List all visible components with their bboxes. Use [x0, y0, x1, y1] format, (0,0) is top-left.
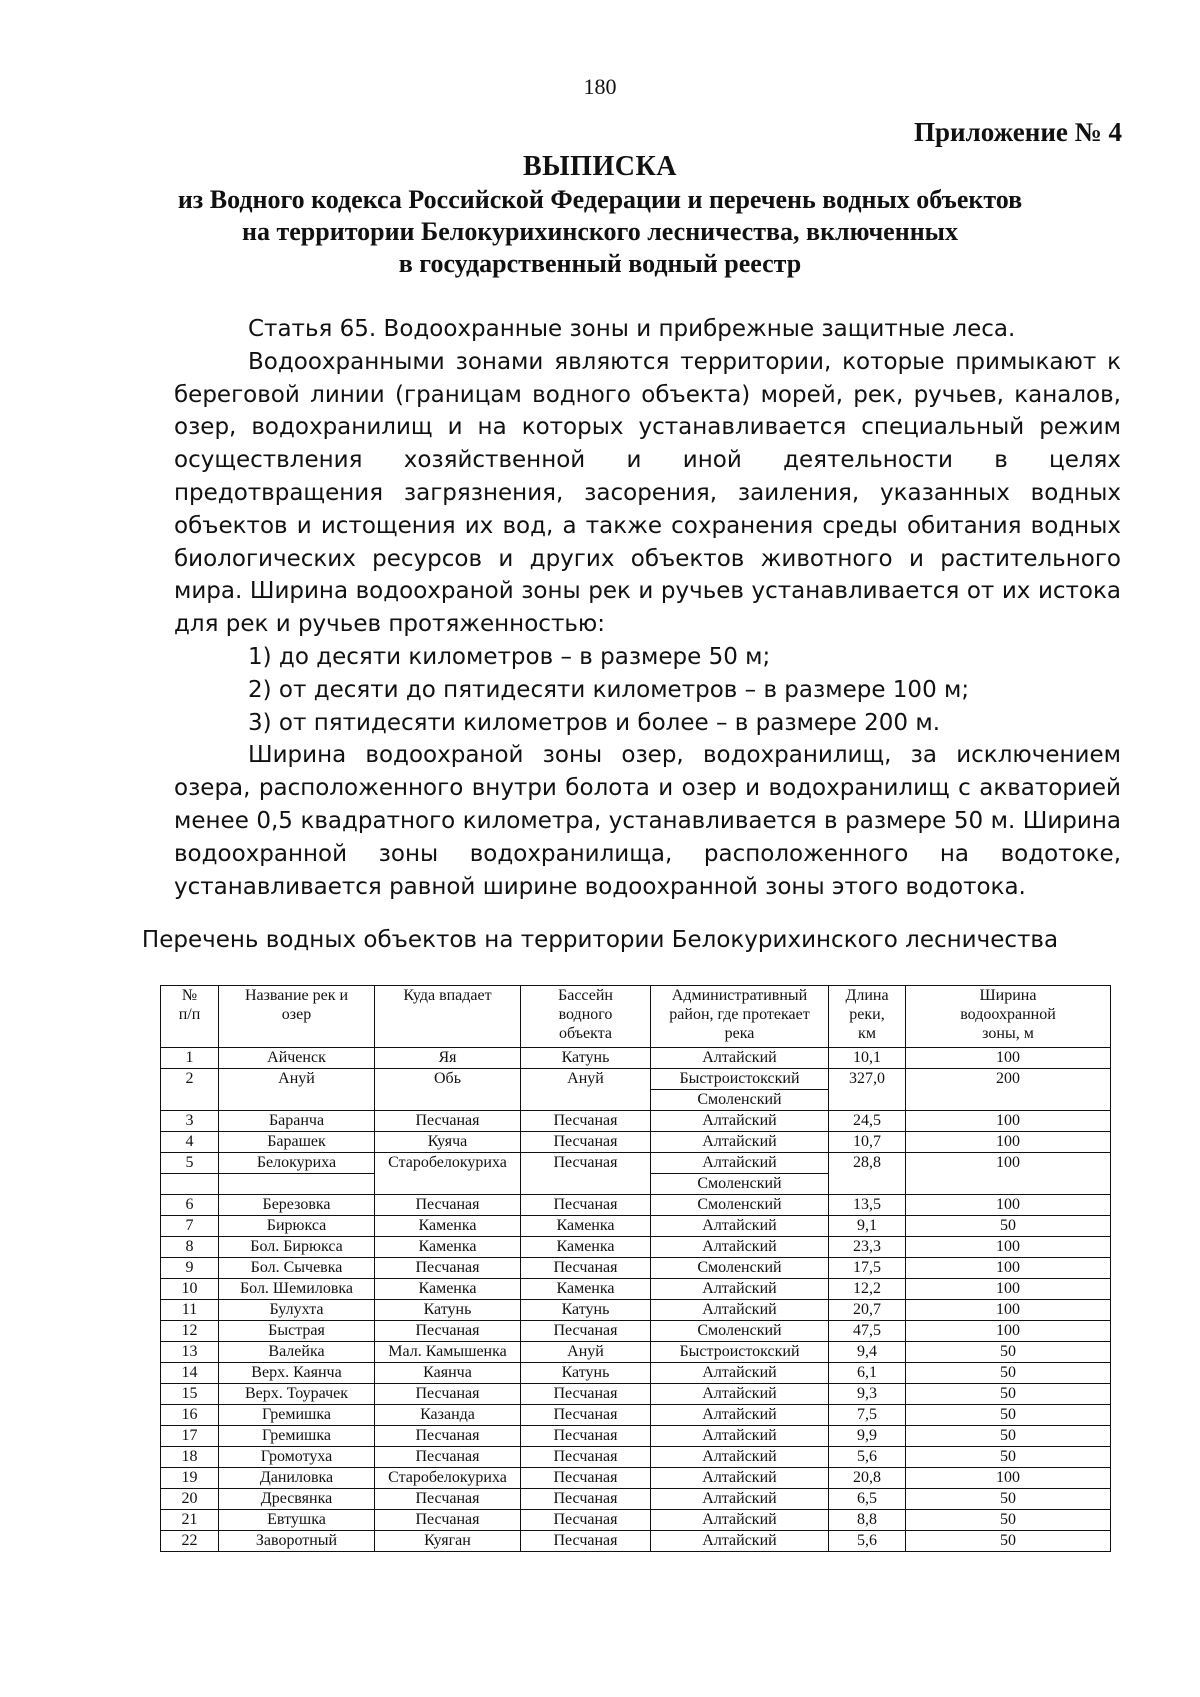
- cell-name: Айченск: [219, 1048, 375, 1069]
- cell-district: Алтайский: [651, 1132, 829, 1153]
- table-row: [161, 1069, 1111, 1090]
- cell-flows-into: Песчаная: [375, 1489, 521, 1510]
- cell-width: 50: [906, 1384, 1111, 1405]
- cell-length: 9,4: [829, 1342, 906, 1363]
- cell-basin: Катунь: [521, 1363, 651, 1384]
- table-row: [161, 1447, 1111, 1468]
- cell-district: Алтайский: [651, 1279, 829, 1300]
- cell-width: 100: [906, 1300, 1111, 1321]
- cell-number: 13: [161, 1342, 219, 1363]
- list-item: 2) от десяти до пятидесяти километров – в размере 100 м;: [248, 676, 970, 703]
- article-text: [174, 313, 1121, 903]
- column-header: Название рек и озер: [219, 986, 375, 1048]
- cell-width: 50: [906, 1426, 1111, 1447]
- cell-width: 200: [906, 1069, 1111, 1111]
- column-header: Бассейн водного объекта: [521, 986, 651, 1048]
- cell-name: Заворотный: [219, 1531, 375, 1552]
- cell-flows-into: Песчаная: [375, 1321, 521, 1342]
- list-item: 3) от пятидесяти километров и более – в размере 200 м.: [248, 709, 941, 736]
- cell-length: 10,7: [829, 1132, 906, 1153]
- cell-flows-into: Катунь: [375, 1300, 521, 1321]
- cell-length: 9,3: [829, 1384, 906, 1405]
- cell-basin: Песчаная: [521, 1468, 651, 1489]
- cell-number: 22: [161, 1531, 219, 1552]
- cell-district: Алтайский: [651, 1468, 829, 1489]
- cell-flows-into: Песчаная: [375, 1258, 521, 1279]
- cell-width: 100: [906, 1237, 1111, 1258]
- cell-flows-into: Старобелокуриха: [375, 1468, 521, 1489]
- cell-basin: Песчаная: [521, 1321, 651, 1342]
- article-heading: Статья 65. Водоохранные зоны и прибрежные защитные леса.: [248, 316, 1016, 342]
- cell-flows-into: Каянча: [375, 1363, 521, 1384]
- cell-basin: Песчаная: [521, 1258, 651, 1279]
- cell-flows-into: Песчаная: [375, 1384, 521, 1405]
- cell-width: 50: [906, 1510, 1111, 1531]
- cell-flows-into: Песчаная: [375, 1111, 521, 1132]
- cell-basin: Ануй: [521, 1069, 651, 1111]
- cell-length: 7,5: [829, 1405, 906, 1426]
- cell-district: Алтайский: [651, 1111, 829, 1132]
- cell-width: 50: [906, 1531, 1111, 1552]
- table-header-row: [161, 986, 1111, 1048]
- table-row: [161, 1111, 1111, 1132]
- cell-name: Ануй: [219, 1069, 375, 1111]
- cell-length: 47,5: [829, 1321, 906, 1342]
- cell-flows-into: Песчаная: [375, 1195, 521, 1216]
- cell-district: Смоленский: [651, 1321, 829, 1342]
- cell-width: 100: [906, 1153, 1111, 1195]
- cell-flows-into: Каменка: [375, 1237, 521, 1258]
- cell-length: 10,1: [829, 1048, 906, 1069]
- table-row: [161, 1468, 1111, 1489]
- cell-width: 100: [906, 1258, 1111, 1279]
- cell-flows-into: Каменка: [375, 1216, 521, 1237]
- column-header: № п/п: [161, 986, 219, 1048]
- cell-number: 1: [161, 1048, 219, 1069]
- cell-name: Барашек: [219, 1132, 375, 1153]
- cell-district: Алтайский: [651, 1426, 829, 1447]
- cell-number: 10: [161, 1279, 219, 1300]
- cell-number: 2: [161, 1069, 219, 1111]
- paragraph: Водоохранными зонами являются территории, которые примыкают к береговой линии (границам водного объекта) морей, рек, ручьев, каналов, озер, водохранилищ и на которых устанавливается специальный режим осуществления хозяйственной и иной деятельности в целях предотвращения загрязнения, засорения, заиления, указанных водных объектов и истощения их вод, а также сохранения среды обитания водных биологических ресурсов и других объектов животного и растительного мира. Ширина водоохраной зоны рек и ручьев устанавливается от их истока для рек и ручьев протяженностью:: [174, 348, 1121, 638]
- cell-district: Смоленский: [651, 1195, 829, 1216]
- table-row: [161, 1195, 1111, 1216]
- table-row: [161, 1153, 1111, 1174]
- table-row: [161, 1321, 1111, 1342]
- cell-flows-into: Куяча: [375, 1132, 521, 1153]
- cell-district: Алтайский: [651, 1237, 829, 1258]
- cell-length: 9,9: [829, 1426, 906, 1447]
- doc-title: ВЫПИСКА: [523, 151, 677, 182]
- table-row: [161, 1216, 1111, 1237]
- cell-district: Алтайский: [651, 1489, 829, 1510]
- cell-length: 6,5: [829, 1489, 906, 1510]
- cell-district: Алтайский: [651, 1510, 829, 1531]
- cell-flows-into: Яя: [375, 1048, 521, 1069]
- cell-basin: Песчаная: [521, 1531, 651, 1552]
- cell-district: Алтайский: [651, 1447, 829, 1468]
- cell-basin: Песчаная: [521, 1426, 651, 1447]
- table-row: [161, 1300, 1111, 1321]
- cell-flows-into: Казанда: [375, 1405, 521, 1426]
- cell-number: 7: [161, 1216, 219, 1237]
- cell-basin: Катунь: [521, 1048, 651, 1069]
- cell-district: Алтайский: [651, 1216, 829, 1237]
- cell-name: Булухта: [219, 1300, 375, 1321]
- cell-width: 50: [906, 1405, 1111, 1426]
- cell-width: 100: [906, 1195, 1111, 1216]
- table-row: [161, 1426, 1111, 1447]
- subtitle-line: из Водного кодекса Российской Федерации и перечень водных объектов: [177, 185, 1023, 214]
- cell-name: Гремишка: [219, 1405, 375, 1426]
- cell-width: 100: [906, 1111, 1111, 1132]
- cell-width: 100: [906, 1321, 1111, 1342]
- cell-basin: Ануй: [521, 1342, 651, 1363]
- table-row: [161, 1489, 1111, 1510]
- cell-district: Алтайский: [651, 1300, 829, 1321]
- cell-length: 23,3: [829, 1237, 906, 1258]
- column-header: Куда впадает: [375, 986, 521, 1048]
- cell-name: Быстрая: [219, 1321, 375, 1342]
- cell-basin: Песчаная: [521, 1132, 651, 1153]
- cell-name: Верх. Тоурачек: [219, 1384, 375, 1405]
- cell-length: 20,7: [829, 1300, 906, 1321]
- cell-basin: Песчаная: [521, 1111, 651, 1132]
- appendix-label: Приложение № 4: [914, 117, 1122, 147]
- cell-basin: Каменка: [521, 1216, 651, 1237]
- subtitle-line: в государственный водный реестр: [398, 249, 802, 278]
- cell-length: 8,8: [829, 1510, 906, 1531]
- cell-name: Верх. Каянча: [219, 1363, 375, 1384]
- cell-width: 50: [906, 1216, 1111, 1237]
- cell-width: 100: [906, 1132, 1111, 1153]
- cell-flows-into: Обь: [375, 1069, 521, 1111]
- table-row: [161, 1531, 1111, 1552]
- cell-name: Громотуха: [219, 1447, 375, 1468]
- table-row: [161, 1048, 1111, 1069]
- table-row: [161, 1237, 1111, 1258]
- cell-basin: Каменка: [521, 1237, 651, 1258]
- cell-number: 20: [161, 1489, 219, 1510]
- cell-number: 12: [161, 1321, 219, 1342]
- cell-name: Бол. Сычевка: [219, 1258, 375, 1279]
- cell-basin: Катунь: [521, 1300, 651, 1321]
- cell-district: Смоленский: [651, 1174, 829, 1195]
- cell-basin: Песчаная: [521, 1153, 651, 1195]
- cell-basin: Песчаная: [521, 1510, 651, 1531]
- cell-flows-into: Песчаная: [375, 1510, 521, 1531]
- cell-number: 3: [161, 1111, 219, 1132]
- cell-flows-into: Песчаная: [375, 1447, 521, 1468]
- cell-width: 50: [906, 1342, 1111, 1363]
- list-item: 1) до десяти километров – в размере 50 м;: [248, 643, 771, 670]
- list-title: Перечень водных объектов на территории Белокурихинского лесничества: [141, 927, 1059, 953]
- cell-basin: Песчаная: [521, 1489, 651, 1510]
- cell-name: Даниловка: [219, 1468, 375, 1489]
- cell-length: 12,2: [829, 1279, 906, 1300]
- cell-name: Бол. Бирюкса: [219, 1237, 375, 1258]
- cell-number: 19: [161, 1468, 219, 1489]
- cell-name: Баранча: [219, 1111, 375, 1132]
- cell-name: Валейка: [219, 1342, 375, 1363]
- cell-number: 11: [161, 1300, 219, 1321]
- table-row: [161, 1384, 1111, 1405]
- cell-number: 9: [161, 1258, 219, 1279]
- cell-flows-into: Мал. Камышенка: [375, 1342, 521, 1363]
- cell-length: 13,5: [829, 1195, 906, 1216]
- water-objects-table: [160, 985, 1111, 1552]
- cell-number: 8: [161, 1237, 219, 1258]
- cell-length: 5,6: [829, 1447, 906, 1468]
- cell-name: Бол. Шемиловка: [219, 1279, 375, 1300]
- cell-district: Быстроистокский: [651, 1342, 829, 1363]
- cell-flows-into: Куяган: [375, 1531, 521, 1552]
- cell-district: Алтайский: [651, 1363, 829, 1384]
- cell-flows-into: Песчаная: [375, 1426, 521, 1447]
- cell-length: 327,0: [829, 1069, 906, 1111]
- cell-district: Смоленский: [651, 1258, 829, 1279]
- cell-width: 50: [906, 1447, 1111, 1468]
- cell-district: Алтайский: [651, 1405, 829, 1426]
- paragraph: Ширина водоохраной зоны озер, водохранилищ, за исключением озера, расположенного внутри болота и озер и водохранилищ с акваторией менее 0,5 квадратного километра, устанавливается в размере 50 м. Ширина водоохранной зоны водохранилища, расположенного на водотоке, устанавливается равной ширине водоохранной зоны этого водотока.: [174, 742, 1121, 900]
- cell-number: 18: [161, 1447, 219, 1468]
- table-body: [161, 1048, 1111, 1552]
- cell-basin: Песчаная: [521, 1405, 651, 1426]
- cell-district: Алтайский: [651, 1153, 829, 1174]
- cell-name: [219, 1174, 375, 1195]
- column-header: Длина реки, км: [829, 986, 906, 1048]
- cell-basin: Песчаная: [521, 1195, 651, 1216]
- cell-district: Алтайский: [651, 1531, 829, 1552]
- cell-length: 9,1: [829, 1216, 906, 1237]
- cell-number: 17: [161, 1426, 219, 1447]
- cell-name: Дресвянка: [219, 1489, 375, 1510]
- cell-width: 100: [906, 1468, 1111, 1489]
- table-row: [161, 1363, 1111, 1384]
- table-row: [161, 1258, 1111, 1279]
- table-row: [161, 1132, 1111, 1153]
- column-header: Ширина водоохранной зоны, м: [906, 986, 1111, 1048]
- cell-number: [161, 1174, 219, 1195]
- cell-number: 16: [161, 1405, 219, 1426]
- cell-name: Евтушка: [219, 1510, 375, 1531]
- doc-subtitle: [170, 184, 1030, 280]
- cell-basin: Каменка: [521, 1279, 651, 1300]
- cell-district: Смоленский: [651, 1090, 829, 1111]
- cell-length: 17,5: [829, 1258, 906, 1279]
- cell-number: 4: [161, 1132, 219, 1153]
- cell-flows-into: Каменка: [375, 1279, 521, 1300]
- subtitle-line: на территории Белокурихинского лесничества, включенных: [242, 217, 958, 246]
- cell-basin: Песчаная: [521, 1384, 651, 1405]
- table-row: [161, 1279, 1111, 1300]
- cell-name: Белокуриха: [219, 1153, 375, 1174]
- cell-width: 50: [906, 1489, 1111, 1510]
- cell-number: 14: [161, 1363, 219, 1384]
- cell-length: 24,5: [829, 1111, 906, 1132]
- cell-width: 50: [906, 1363, 1111, 1384]
- cell-district: Алтайский: [651, 1384, 829, 1405]
- cell-district: Алтайский: [651, 1048, 829, 1069]
- cell-district: Быстроистокский: [651, 1069, 829, 1090]
- cell-number: 5: [161, 1153, 219, 1174]
- table-row: [161, 1342, 1111, 1363]
- cell-width: 100: [906, 1279, 1111, 1300]
- cell-flows-into: Старобелокуриха: [375, 1153, 521, 1195]
- table-row: [161, 1405, 1111, 1426]
- cell-name: Бирюкса: [219, 1216, 375, 1237]
- cell-name: Гремишка: [219, 1426, 375, 1447]
- cell-number: 6: [161, 1195, 219, 1216]
- cell-number: 15: [161, 1384, 219, 1405]
- cell-length: 28,8: [829, 1153, 906, 1195]
- cell-basin: Песчаная: [521, 1447, 651, 1468]
- column-header: Административный район, где протекает река: [651, 986, 829, 1048]
- cell-length: 5,6: [829, 1531, 906, 1552]
- cell-length: 20,8: [829, 1468, 906, 1489]
- table-row: [161, 1510, 1111, 1531]
- cell-number: 21: [161, 1510, 219, 1531]
- cell-name: Березовка: [219, 1195, 375, 1216]
- page-number: 180: [583, 74, 617, 99]
- cell-length: 6,1: [829, 1363, 906, 1384]
- cell-width: 100: [906, 1048, 1111, 1069]
